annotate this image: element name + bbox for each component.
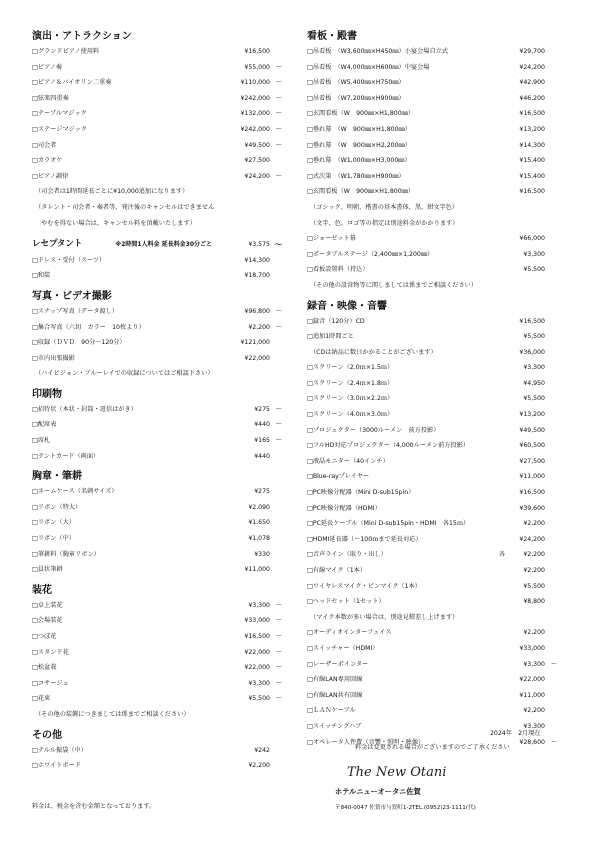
- price-row: [32, 449, 282, 465]
- item-label: □和装: [32, 272, 51, 280]
- item-label: □フルHD対応プロジェクター（4,000ルーメン前方投影）: [307, 442, 470, 450]
- price: ¥440: [254, 452, 270, 460]
- price-row: [32, 758, 282, 774]
- tilde-mark: ～: [275, 125, 282, 133]
- price-row: [307, 454, 557, 470]
- left-column: [32, 30, 282, 774]
- price-row: [307, 231, 557, 247]
- item-label: □PC映像分配器（HDMI）: [307, 504, 381, 512]
- item-label: □液晶モニター（40インチ）: [307, 457, 389, 465]
- item-label: やむを得ない場合は、キャンセル料を頂戴いたします）: [35, 219, 196, 227]
- section-title: 印刷物: [32, 388, 62, 400]
- item-label: □スイッチャー（HDMI）: [307, 644, 379, 652]
- hotel-logo: [345, 760, 447, 782]
- section-title: レセプタント: [32, 239, 83, 250]
- price-row: [307, 579, 557, 595]
- price: ¥5,500: [523, 266, 545, 274]
- price-row: [32, 44, 282, 60]
- item-label: □ＬＡＮケーブル: [307, 707, 356, 715]
- headline-note: ※2時間1人料金 延長料金30分ごと: [115, 241, 212, 249]
- item-label: □スクリーン（2.0ｍ×1.5ｍ）: [307, 364, 394, 372]
- price: ¥3,300: [523, 722, 545, 730]
- price-row: [307, 688, 557, 704]
- item-label: □録音（120分）CD: [307, 317, 365, 325]
- price: ¥24,200: [244, 172, 270, 180]
- item-label: □ステージマジック: [32, 125, 88, 133]
- price: ¥24,200: [519, 63, 545, 71]
- item-label: □コサージュ: [32, 679, 69, 687]
- price: ¥5,500: [523, 395, 545, 403]
- item-label: （CDは納品に数日かかることがございます）: [310, 348, 437, 356]
- price: ¥242: [254, 746, 270, 754]
- price: ¥165: [254, 437, 270, 445]
- price-row: [307, 75, 557, 91]
- price-row: [307, 314, 557, 330]
- item-label: □テーブルマジック: [32, 110, 87, 118]
- price-row: [32, 629, 282, 645]
- price: ¥3,300: [248, 601, 270, 609]
- price-row: [32, 433, 282, 449]
- price-row: [32, 304, 282, 320]
- item-label: □テントカード（両面）: [32, 452, 100, 460]
- price-row: [32, 743, 282, 759]
- item-label: □有線LAN専用回線: [307, 676, 363, 684]
- item-label: □式次第 （W1,780㎜×H900㎜）: [307, 172, 405, 180]
- item-label: □ワイヤレスマイク・ピンマイク（1本）: [307, 582, 421, 590]
- item-label: □垂れ幕 （W 900㎜×H1,800㎜）: [307, 125, 411, 133]
- price-row: [307, 641, 557, 657]
- price: ¥42,900: [519, 79, 545, 87]
- price: ¥3,575: [248, 241, 270, 249]
- item-label: □看板設置料（持込）: [307, 266, 369, 274]
- price-row: [32, 562, 282, 578]
- price-row: [32, 75, 282, 91]
- price: ¥46,200: [519, 94, 545, 102]
- note-row: [307, 200, 557, 216]
- price-row: [32, 676, 282, 692]
- item-label: □リボン（中）: [32, 535, 75, 543]
- item-label: □会場装花: [32, 617, 63, 625]
- price-row: [307, 438, 557, 454]
- price-row: [307, 44, 557, 60]
- price: ¥13,200: [519, 411, 545, 419]
- tilde-mark: ～: [550, 660, 557, 668]
- item-label: □スイッチングハブ: [307, 722, 362, 730]
- note-row: [307, 278, 557, 294]
- item-label: □員状筆耕: [32, 566, 63, 574]
- price: ¥16,500: [519, 317, 545, 325]
- item-label: □司会者: [32, 141, 57, 149]
- tilde-mark: ～: [275, 437, 282, 445]
- item-label: （その他の装飾につきましては係までご相談ください）: [35, 710, 190, 718]
- item-label: □テルル振袋（中）: [32, 746, 87, 754]
- item-label: □HDMI延長器（～100ｍまで延長対応）: [307, 535, 422, 543]
- item-label: □吊看板 （W5,400㎜×H750㎜）: [307, 79, 405, 87]
- price: ¥60,500: [519, 442, 545, 450]
- price-row: [32, 645, 282, 661]
- section-title: 写真・ビデオ撮影: [32, 290, 112, 302]
- price-row: [32, 60, 282, 76]
- price-row: [307, 672, 557, 688]
- price: ¥3,300: [523, 250, 545, 258]
- tilde-mark: ～: [275, 323, 282, 331]
- price-row: [32, 613, 282, 629]
- price-row: [307, 106, 557, 122]
- note-row: [32, 200, 282, 216]
- price-row: [32, 500, 282, 516]
- price: ¥5,500: [523, 333, 545, 341]
- price: ¥3,300: [248, 679, 270, 687]
- note-row: [32, 216, 282, 232]
- item-label: □音声ライン（取り・出し）: [307, 551, 387, 559]
- item-label: □カラオケ: [32, 157, 63, 165]
- item-label: □有線LAN共有回線: [307, 691, 363, 699]
- item-label: （文字、色、ロゴ等の指定は別途料金がかかります）: [310, 219, 459, 227]
- price-row: [307, 657, 557, 673]
- tilde-mark: ～: [275, 695, 282, 703]
- price-row: [307, 407, 557, 423]
- price: ¥11,000: [244, 566, 270, 574]
- item-label: □リボン（特大）: [32, 503, 82, 511]
- item-label: （ハイビジョン・ブルーレイでの収録についてはご相談下さい）: [35, 370, 214, 378]
- price: ¥2,200: [523, 707, 545, 715]
- item-label: □つぼ花: [32, 633, 57, 640]
- item-label: □卓上装花: [32, 601, 63, 609]
- tilde-mark: ～: [275, 79, 282, 87]
- price-row: [32, 320, 282, 336]
- item-label: □吊看板 （W7,200㎜×H900㎜）: [307, 94, 405, 102]
- price: ¥5,500: [248, 695, 270, 703]
- price-row: [32, 402, 282, 418]
- item-label: □弦楽四重奏: [32, 94, 69, 102]
- tilde-mark: ～: [275, 421, 282, 429]
- item-label: □玄関看板（W 900㎜×H1,800㎜）: [307, 110, 415, 118]
- price: ¥16,500: [519, 188, 545, 196]
- hotel-address: 〒840-0047 佐賀市与賀町1-2TEL.(0952)23-1111(代): [335, 805, 476, 811]
- price-row: [32, 138, 282, 154]
- price-row: [307, 122, 557, 138]
- section-headline-row: [32, 237, 282, 253]
- item-label: □ポータブルステージ（2,400㎜×1,200㎜）: [307, 250, 434, 258]
- item-label: （司会者は1時間延長ごとに¥10,000追加になります）: [35, 188, 189, 196]
- item-label: □スタンド花: [32, 648, 69, 656]
- price: ¥66,000: [519, 235, 545, 243]
- tilde-mark: ～: [275, 94, 282, 102]
- item-label: □プロジェクター（3000ルーメン 前方投影）: [307, 426, 440, 434]
- price-row: [307, 262, 557, 278]
- item-label: □リボン（大）: [32, 519, 75, 527]
- price: ¥36,000: [519, 348, 545, 356]
- tilde-mark: ～: [275, 110, 282, 118]
- price: ¥2,200: [248, 323, 270, 331]
- item-label: □ピアノ＆バイオリン二重奏: [32, 79, 112, 87]
- item-label: □ピアノ奏: [32, 63, 63, 71]
- price: ¥18,700: [244, 272, 270, 280]
- price: ¥2,200: [523, 520, 545, 528]
- price-row: [32, 335, 282, 351]
- tilde-mark: ～: [550, 738, 557, 746]
- price-row: [307, 153, 557, 169]
- section-title: その他: [32, 729, 62, 741]
- item-label: □花束: [32, 695, 51, 703]
- item-label: □収録（ＤＶＤ 90分～120分）: [32, 339, 126, 347]
- date-note: 2024年 2月現在: [490, 730, 541, 737]
- price: ¥3,300: [523, 364, 545, 372]
- price: ¥1,078: [248, 535, 270, 543]
- item-label: （タレント・司会者・奏者等、発注後のキャンセルはできません: [35, 203, 215, 211]
- item-label: □松盆栽: [32, 664, 57, 672]
- price-row: [32, 531, 282, 547]
- price: ¥2,200: [248, 762, 270, 770]
- price-row: [307, 516, 557, 532]
- item-label: □スクリーン（3.0ｍ×2.2ｍ）: [307, 395, 394, 403]
- price-row: [307, 169, 557, 185]
- price-row: [307, 184, 557, 200]
- price: ¥4,950: [523, 379, 545, 387]
- price: ¥55,000: [244, 63, 270, 71]
- item-label: □集合写真（六切 カラー 10枚より）: [32, 323, 145, 331]
- note-row: [32, 707, 282, 723]
- price: ¥49,500: [244, 141, 270, 149]
- price: ¥33,000: [519, 644, 545, 652]
- tilde-mark: ～: [275, 601, 282, 609]
- item-label: □ヘッドセット（1セット）: [307, 598, 385, 606]
- item-label: □Blue-rayプレイヤー: [307, 473, 370, 481]
- tilde-mark: ～: [275, 617, 282, 625]
- price: ¥14,300: [519, 141, 545, 149]
- price-row: [307, 329, 557, 345]
- price: ¥29,700: [519, 48, 545, 55]
- price-row: [32, 106, 282, 122]
- tilde-mark: ～: [275, 648, 282, 656]
- price: ¥39,600: [519, 504, 545, 512]
- price: ¥2,200: [523, 567, 545, 574]
- price: ¥16,500: [519, 110, 545, 118]
- price: ¥2,090: [248, 503, 270, 511]
- price: ¥2,200: [523, 551, 545, 559]
- price-row: [32, 484, 282, 500]
- price: ¥22,000: [244, 648, 270, 656]
- price: ¥16,500: [519, 489, 545, 497]
- price: ¥132,000: [240, 110, 270, 118]
- price: ¥33,000: [244, 617, 270, 625]
- price: ¥242,000: [240, 125, 270, 133]
- section-title: 装花: [32, 584, 52, 596]
- price-change-note: 料金は変更される場合がございますのでご了承ください: [355, 744, 510, 751]
- price: ¥13,200: [519, 125, 545, 133]
- price-row: [32, 660, 282, 676]
- price-row: [32, 153, 282, 169]
- price: ¥5,500: [523, 582, 545, 590]
- item-label: □有線マイク（1本）: [307, 567, 367, 574]
- tilde-mark: ～: [274, 240, 282, 250]
- price-row: [307, 138, 557, 154]
- price-row: [32, 122, 282, 138]
- price: ¥3,300: [523, 660, 545, 668]
- price-row: [307, 501, 557, 517]
- tilde-mark: ～: [275, 664, 282, 672]
- item-label: □配席表: [32, 421, 57, 429]
- item-label: □オペレータ人件費（音響・照明・映像）: [307, 738, 425, 746]
- item-label: （ゴシック、明朝、楷書の基本書体、黒、紺文字色）: [310, 203, 459, 211]
- price: ¥15,400: [519, 172, 545, 180]
- note-row: [32, 366, 282, 382]
- price: ¥242,000: [240, 94, 270, 102]
- note-row: [307, 345, 557, 361]
- hotel-name: ホテルニューオータニ佐賀: [335, 787, 421, 796]
- tilde-mark: ～: [275, 307, 282, 315]
- price-row: [32, 253, 282, 269]
- item-label: □吊看板 （W4,000㎜×H600㎜）中宴会場: [307, 63, 430, 71]
- price: ¥15,400: [519, 157, 545, 165]
- item-label: □追加1時間ごと: [307, 333, 354, 341]
- price: ¥22,000: [519, 676, 545, 684]
- item-label: □垂れ幕 （W 900㎜×H2,200㎜）: [307, 141, 411, 149]
- price: ¥275: [254, 488, 270, 496]
- item-label: □レーザーポインター: [307, 660, 369, 668]
- item-qualifier: 各: [498, 551, 505, 559]
- price: ¥14,300: [244, 256, 270, 264]
- svg-text:The New Otani: The New Otani: [347, 765, 447, 780]
- price: ¥11,000: [519, 473, 545, 481]
- price-row: [32, 547, 282, 563]
- price-row: [307, 703, 557, 719]
- price: ¥27,500: [519, 457, 545, 465]
- section-title: 胸章・筆耕: [32, 471, 82, 483]
- tilde-mark: ～: [275, 63, 282, 71]
- item-label: □ジョーゼット幕: [307, 235, 356, 243]
- price-row: [307, 60, 557, 76]
- price-row: [307, 247, 557, 263]
- item-label: □市内出張撮影: [32, 354, 75, 362]
- price-row: [307, 360, 557, 376]
- item-label: □垂れ幕 （W1,000㎜×H3,000㎜）: [307, 157, 411, 165]
- price-row: [307, 594, 557, 610]
- price-row: [32, 417, 282, 433]
- item-label: □ネームケース（名刺サイズ）: [32, 488, 118, 496]
- item-label: □オーディオインターフェイス: [307, 629, 392, 637]
- price-row: [307, 563, 557, 579]
- price: ¥440: [254, 421, 270, 429]
- price: ¥8,800: [523, 598, 545, 606]
- price: ¥27,500: [244, 157, 270, 165]
- tax-note: 料金は、税金を含む金額となっております。: [32, 803, 156, 810]
- tilde-mark: ～: [275, 141, 282, 149]
- price: ¥22,000: [244, 354, 270, 362]
- price-row: [32, 598, 282, 614]
- price-row: [307, 391, 557, 407]
- tilde-mark: ～: [275, 172, 282, 180]
- price-row: [32, 691, 282, 707]
- price-row: [32, 268, 282, 284]
- section-title: 演出・アトラクション: [32, 31, 132, 42]
- item-label: □筆耕料（胸章リボン）: [32, 550, 100, 558]
- price-row: [32, 351, 282, 367]
- price-row: [307, 469, 557, 485]
- price-row: [307, 91, 557, 107]
- item-label: □招待状（本状・封筒・返信はがき）: [32, 405, 137, 413]
- item-label: □PC映像分配器（Mini D-sub15pin）: [307, 489, 415, 497]
- item-label: □ドレス・受付（スーツ）: [32, 256, 106, 264]
- price: ¥22,000: [244, 664, 270, 672]
- item-label: （その他の設営物等に関しましては係までご相談ください）: [310, 281, 478, 289]
- price: ¥11,000: [519, 691, 545, 699]
- right-column: [307, 30, 557, 750]
- section-title: 録音・映像・音響: [307, 300, 387, 312]
- note-row: [32, 184, 282, 200]
- price: ¥28,600: [519, 738, 545, 746]
- item-label: □ピアノ調律: [32, 172, 69, 180]
- item-label: □席札: [32, 437, 51, 445]
- item-label: □PC延長ケーブル（Mini D-sub15pin・HDMI 各15ｍ）: [307, 520, 470, 528]
- price: ¥275: [254, 405, 270, 413]
- tilde-mark: ～: [275, 633, 282, 640]
- item-label: □スクリーン（2.4ｍ×1.8ｍ）: [307, 379, 394, 387]
- price: ¥1,650: [248, 519, 270, 527]
- note-row: [307, 216, 557, 232]
- note-row: [307, 610, 557, 626]
- price: ¥16,500: [244, 633, 270, 640]
- price-row: [307, 376, 557, 392]
- price-row: [32, 169, 282, 185]
- tilde-mark: ～: [275, 679, 282, 687]
- section-title: 看板・殿書: [307, 31, 357, 42]
- price-row: [307, 532, 557, 548]
- price: ¥49,500: [519, 426, 545, 434]
- price: ¥330: [254, 550, 270, 558]
- item-label: □玄関看板（W 900㎜×H1,800㎜）: [307, 188, 415, 196]
- tilde-mark: ～: [275, 405, 282, 413]
- price: ¥121,000: [240, 339, 270, 347]
- item-label: □スクリーン（4.0ｍ×3.0ｍ）: [307, 411, 394, 419]
- price: ¥16,500: [244, 48, 270, 55]
- price-row: [307, 625, 557, 641]
- price-row: [32, 515, 282, 531]
- price-row: [32, 91, 282, 107]
- item-label: □吊看板 （W3,600㎜×H450㎜）小宴会場自立式: [307, 48, 449, 55]
- price-row: [307, 547, 557, 563]
- price: ¥2,200: [523, 629, 545, 637]
- price: ¥110,000: [240, 79, 270, 87]
- item-label: □スナップ写真（データ渡し）: [32, 307, 119, 315]
- item-label: □グランドピアノ使用料: [32, 48, 100, 55]
- item-label: （マイク本数が多い場合は、別途見積差し上げます）: [310, 613, 459, 621]
- price: ¥24,200: [519, 535, 545, 543]
- item-label: □ホワイトボード: [32, 762, 81, 770]
- price-row: [307, 485, 557, 501]
- price-row: [307, 423, 557, 439]
- price: ¥96,800: [244, 307, 270, 315]
